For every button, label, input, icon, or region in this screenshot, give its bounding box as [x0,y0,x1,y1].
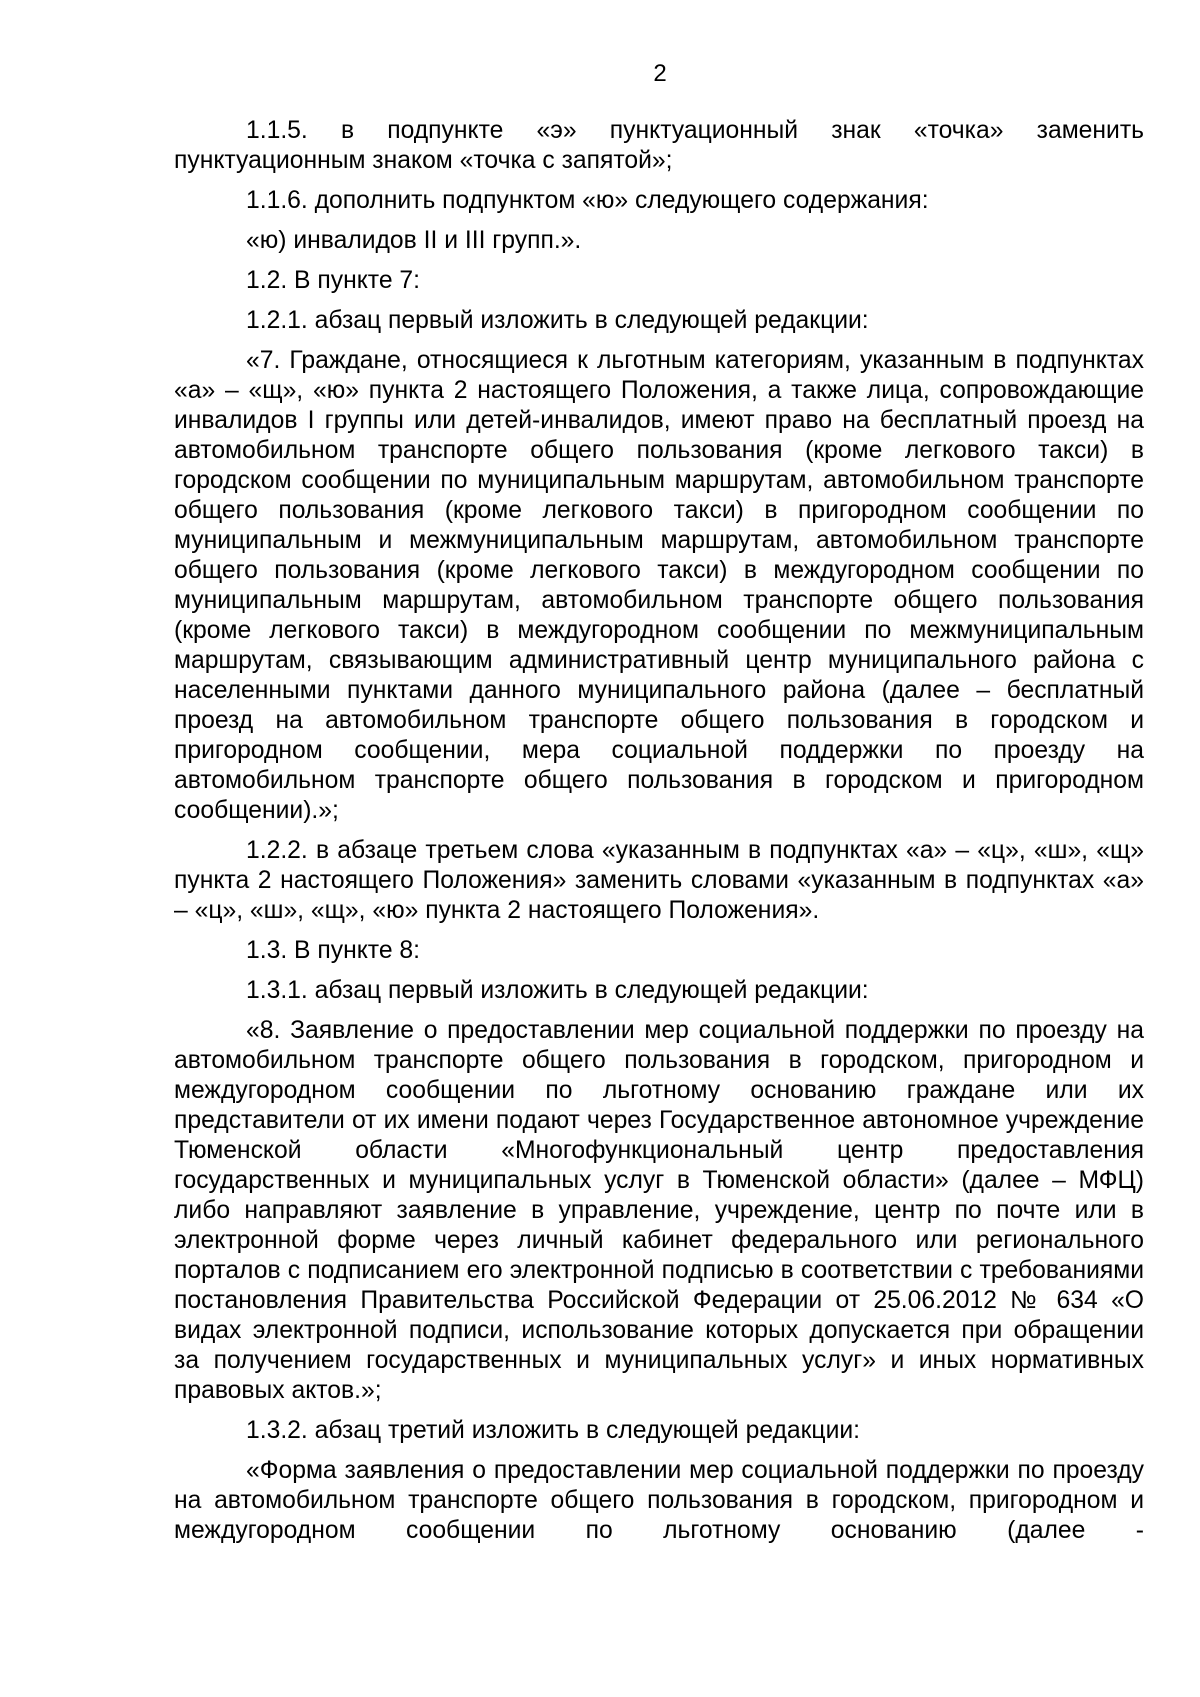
paragraph-1-1-5: 1.1.5. в подпункте «э» пунктуационный знак «точка» заменить пунктуационным знаком «точка с запятой»; [174,117,1144,174]
paragraph-form-text: «Форма заявления о предоставлении мер социальной поддержки по проезду на автомобильном транспорте общего пользования в городском, пригородном и междугородном сообщении по льготному основанию (далее - [174,1457,1144,1544]
paragraph-1-1-6: 1.1.6. дополнить подпунктом «ю» следующего содержания: [246,187,929,214]
paragraph-1-3-1: 1.3.1. абзац первый изложить в следующей редакции: [246,977,869,1004]
paragraph-1-2-1: 1.2.1. абзац первый изложить в следующей редакции: [246,307,869,334]
paragraph-1-2-2: 1.2.2. в абзаце третьем слова «указанным в подпунктах «а» – «ц», «ш», «щ» пункта 2 настоящего Положения» заменить словами «указанным в подпунктах «а» – «ц», «ш», «щ», «ю» пункта 2 настоящего Положения». [174,837,1144,924]
paragraph-subitem-yu: «ю) инвалидов II и III групп.». [246,227,582,254]
page-number: 2 [653,60,667,87]
paragraph-1-3-2: 1.3.2. абзац третий изложить в следующей редакции: [246,1417,861,1444]
paragraph-1-2: 1.2. В пункте 7: [246,267,420,294]
paragraph-1-3: 1.3. В пункте 8: [246,937,420,964]
document-body [174,116,1144,1546]
paragraph-item-7-text: «7. Граждане, относящиеся к льготным категориям, указанным в подпунктах «а» – «щ», «ю» пункта 2 настоящего Положения, а также лица, сопровождающие инвалидов I группы или детей-инвалидов, имеют право на бесплатный проезд на автомобильном транспорте общего пользования (кроме легкового такси) в городском сообщении по муниципальным маршрутам, автомобильном транспорте общего пользования (кроме легкового такси) в пригородном сообщении по муниципальным и межмуниципальным маршрутам, автомобильном транспорте общего пользования (кроме легкового такси) в междугородном сообщении по муниципальным маршрутам, автомобильном транспорте общего пользования (кроме легкового такси) в междугородном сообщении по межмуниципальным маршрутам, связывающим административный центр муниципального района с населенными пунктами данного муниципального района (далее – бесплатный проезд на автомобильном транспорте общего пользования в городском и пригородном сообщении, мера социальной поддержки по проезду на автомобильном транспорте общего пользования в городском и пригородном сообщении).»; [174,347,1144,824]
paragraph-item-8-text: «8. Заявление о предоставлении мер социальной поддержки по проезду на автомобильном транспорте общего пользования в городском, пригородном и междугородном сообщении по льготному основанию граждане или их представители от их имени подают через Государственное автономное учреждение Тюменской области «Многофункциональный центр предоставления государственных и муниципальных услуг в Тюменской области» (далее – МФЦ) либо направляют заявление в управление, учреждение, центр по почте или в электронной форме через личный кабинет федерального или регионального порталов с подписанием его электронной подписью в соответствии с требованиями постановления Правительства Российской Федерации от 25.06.2012 № 634 «О видах электронной подписи, использование которых допускается при обращении за получением государственных и муниципальных услуг» и иных нормативных правовых актов.»; [174,1017,1144,1404]
